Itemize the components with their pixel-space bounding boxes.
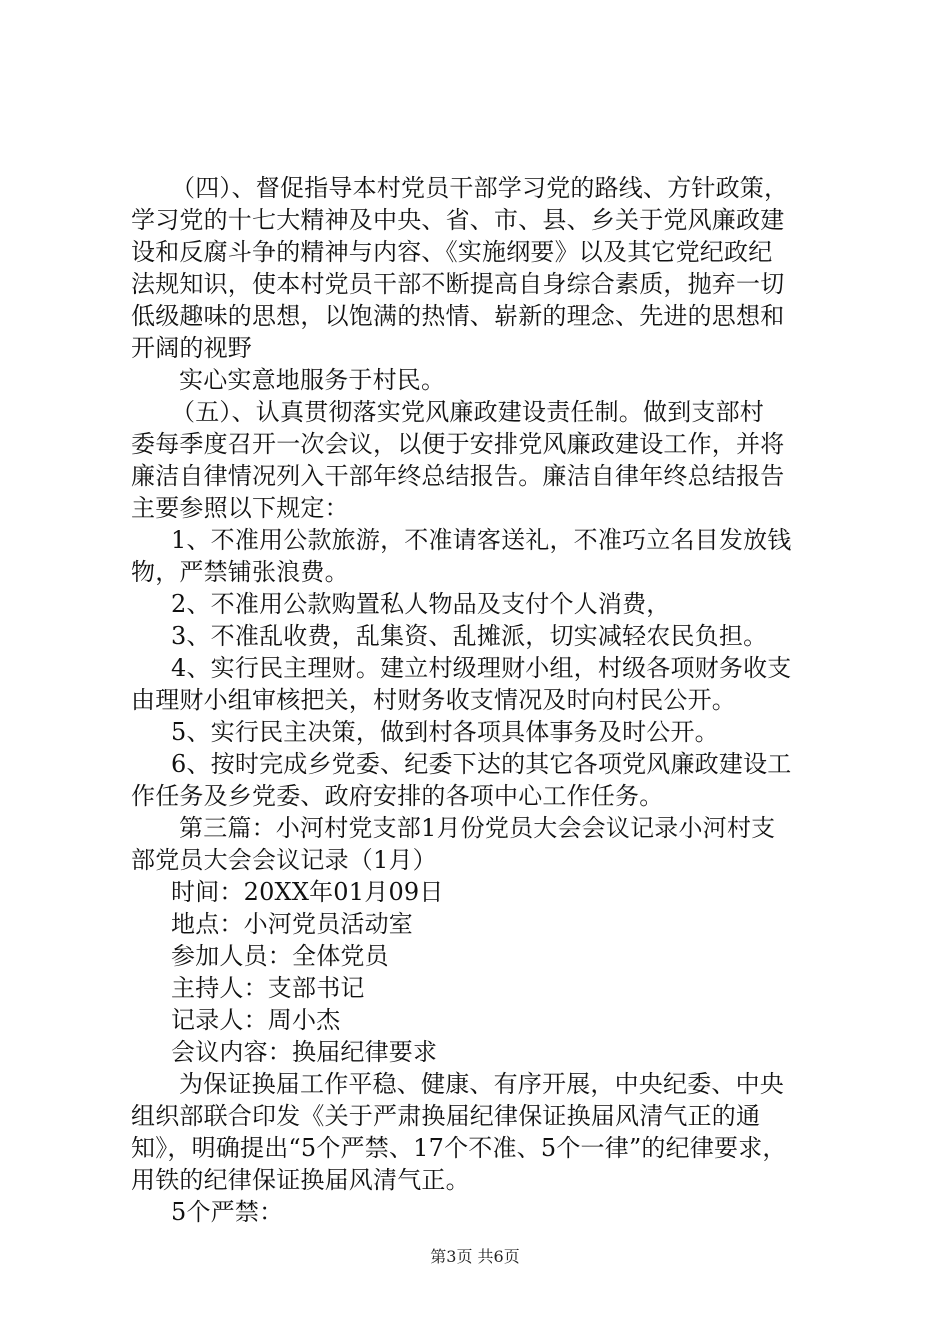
paragraph-line: 为保证换届工作平稳、健康、有序开展，中央纪委、中央 [179,1070,784,1098]
list-item-line: 4、实行民主理财。建立村级理财小组，村级各项财务收支 [171,654,792,682]
list-item-line: 2、不准用公款购置私人物品及支付个人消费， [171,590,671,618]
paragraph-line: 委每季度召开一次会议，以便于安排党风廉政建设工作，并将 [131,430,785,458]
paragraph-line: 5个严禁： [171,1198,284,1226]
paragraph-line: （五）、认真贯彻落实党风廉政建设责任制。做到支部村 [171,398,764,426]
list-item-line: 3、不准乱收费，乱集资、乱摊派，切实减轻农民负担。 [171,622,768,650]
meeting-attendees: 参加人员：全体党员 [171,942,389,970]
document-body [131,172,831,1228]
page-number-footer: 第3页 共6页 [430,1247,520,1266]
paragraph-line: 法规知识，使本村党员干部不断提高自身综合素质，抛弃一切 [131,270,785,298]
meeting-content: 会议内容：换届纪律要求 [171,1038,438,1066]
meeting-time: 时间：20XX年01月09日 [171,878,444,906]
meeting-recorder: 记录人：周小杰 [171,1006,341,1034]
list-item-line: 5、实行民主决策，做到村各项具体事务及时公开。 [171,718,719,746]
list-item-line: 物，严禁铺张浪费。 [131,558,349,586]
meeting-location: 地点：小河党员活动室 [171,910,413,938]
paragraph-line: 主要参照以下规定： [131,494,349,522]
paragraph-line: 廉洁自律情况列入干部年终总结报告。廉洁自律年终总结报告 [131,462,785,490]
paragraph-line: 开阔的视野 [131,334,252,362]
paragraph-line: 用铁的纪律保证换届风清气正。 [131,1166,470,1194]
paragraph-line: 知》，明确提出“5个严禁、17个不准、5个一律”的纪律要求， [131,1134,787,1162]
section-heading-line: 部党员大会会议记录（1月） [131,846,437,874]
list-item-line: 由理财小组审核把关，村财务收支情况及时向村民公开。 [131,686,736,714]
meeting-host: 主持人：支部书记 [171,974,365,1002]
paragraph-line: 组织部联合印发《关于严肃换届纪律保证换届风清气正的通 [131,1102,761,1130]
paragraph-line: 低级趣味的思想，以饱满的热情、崭新的理念、先进的思想和 [131,302,785,330]
paragraph-line: （四）、督促指导本村党员干部学习党的路线、方针政策， [171,174,789,202]
paragraph-line: 学习党的十七大精神及中央、省、市、县、乡关于党风廉政建 [131,206,785,234]
list-item-line: 作任务及乡党委、政府安排的各项中心工作任务。 [131,782,664,810]
paragraph-line: 实心实意地服务于村民。 [179,366,446,394]
paragraph-line: 设和反腐斗争的精神与内容、《实施纲要》以及其它党纪政纪 [131,238,773,266]
list-item-line: 6、按时完成乡党委、纪委下达的其它各项党风廉政建设工 [171,750,792,778]
list-item-line: 1、不准用公款旅游，不准请客送礼，不准巧立名目发放钱 [171,526,792,554]
section-heading-line: 第三篇：小河村党支部1月份党员大会会议记录小河村支 [179,814,776,842]
